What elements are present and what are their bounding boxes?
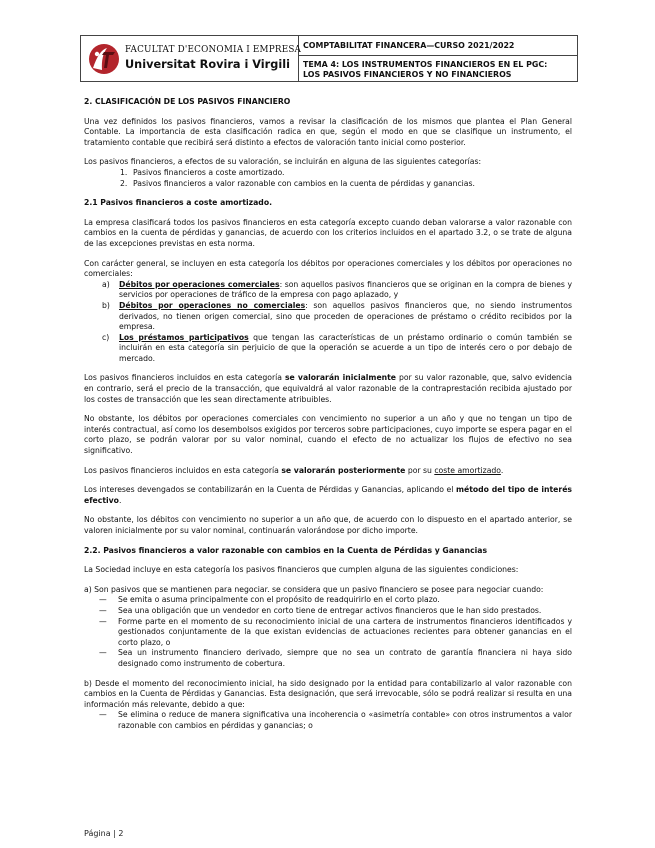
urv-logo-icon bbox=[87, 42, 121, 76]
term: Los préstamos participativos bbox=[119, 332, 249, 342]
debits-list bbox=[84, 280, 572, 365]
designation-reasons-list bbox=[84, 710, 572, 731]
section-2-1-p7: No obstante, los débitos con vencimiento no superior a un año que, de acuerdo con lo dispuesto en el apartado anterior, se valoren inicialmente por su valor nominal, continuarán valorándose por dicho importe. bbox=[84, 515, 572, 535]
section-2-2-b-intro: b) Desde el momento del reconocimiento inicial, ha sido designado por la entidad para contabilizarlo al valor razonable con cambios en la Cuenta de Pérdidas y Ganancias. Esta designación, que será irrevocable, sólo se podrá realizar si resulta en una información más relevante, debido a que: bbox=[84, 678, 572, 709]
term: Débitos por operaciones comerciales bbox=[119, 279, 280, 289]
page-number: Página | 2 bbox=[84, 829, 124, 838]
document-body bbox=[84, 97, 572, 732]
categories-intro: Los pasivos financieros, a efectos de su valoración, se incluirán en alguna de las siguientes categorías: bbox=[84, 157, 482, 167]
section-2-2-a-intro: a) Son pasivos que se mantienen para negociar. se considera que un pasivo financiero se posee para negociar cuando: bbox=[84, 584, 544, 594]
course-title: COMPTABILITAT FINANCERA—CURSO 2021/2022 bbox=[299, 36, 577, 56]
list-item: c) Los préstamos participativos que tengan las características de un préstamo ordinario o común también se incluirán en esta categoría sin perjuicio de que la operación se acuerde a un tipo de interés cero o por debajo de mercado. bbox=[102, 332, 572, 363]
list-item: — Se elimina o reduce de manera significativa una incoherencia o «asimetría contable» con otros instrumentos a valor razonable con cambios en pérdidas y ganancias; o bbox=[99, 710, 572, 730]
section-2-heading: 2. CLASIFICACIÓN DE LOS PASIVOS FINANCIERO bbox=[84, 97, 291, 106]
topic-line-2: LOS PASIVOS FINANCIEROS Y NO FINANCIEROS bbox=[303, 70, 512, 79]
list-item: a) Débitos por operaciones comerciales: son aquellos pasivos financieros que se originan en la compra de bienes y servicios por operaciones de tráfico de la empresa con pago aplazado, y bbox=[102, 279, 572, 300]
page-header bbox=[80, 35, 578, 82]
section-2-1-p6: Los intereses devengados se contabilizarán en la Cuenta de Pérdidas y Ganancias, aplicando el método del tipo de interés efectivo. bbox=[84, 485, 572, 505]
list-item: 1. Pasivos financieros a coste amortizado. bbox=[120, 167, 285, 177]
section-2-2-p1: La Sociedad incluye en esta categoría los pasivos financieros que cumplen alguna de las siguientes condiciones: bbox=[84, 565, 519, 575]
list-item: — Sea un instrumento financiero derivado, siempre que no sea un contrato de garantía financiera ni haya sido designado como instrumento de cobertura. bbox=[99, 648, 572, 668]
university-name: Universitat Rovira i Virgili bbox=[125, 58, 290, 72]
section-2-1-p4: No obstante, los débitos por operaciones comerciales con vencimiento no superior a un año y que no tengan un tipo de interés contractual, así como los desembolsos exigidos por terceros sobre participaciones, cuyo importe se espera pagar en el corto plazo, se podrán valorar por su valor nominal, cuando el efecto de no actualizar los flujos de efectivo no sea significativo. bbox=[84, 414, 572, 456]
faculty-name: FACULTAT D'ECONOMIA I EMPRESA bbox=[125, 45, 302, 56]
trading-conditions-list bbox=[84, 595, 572, 669]
list-item: b) Débitos por operaciones no comerciales: son aquellos pasivos financieros que, no siendo instrumentos derivados, no tienen origen comercial, sino que proceden de operaciones de préstamo o crédito recibidos por la empresa. bbox=[102, 300, 573, 332]
section-2-2-heading: 2.2. Pasivos financieros a valor razonable con cambios en la Cuenta de Pérdidas y Ganancias bbox=[84, 545, 488, 555]
section-2-intro: Una vez definidos los pasivos financieros, vamos a revisar la clasificación de los mismos que plantea el Plan General Contable. La importancia de esta clasificación radica en que, según el modo en que se clasifique un instrumento, el tratamiento contable que recibirá será distinto a efectos de valoración tanto inicial como posterior. bbox=[84, 116, 572, 147]
term: Débitos por operaciones no comerciales bbox=[119, 300, 306, 310]
topic-line-1: TEMA 4: LOS INSTRUMENTOS FINANCIEROS EN EL PGC: bbox=[303, 60, 548, 69]
section-2-1-p3: Los pasivos financieros incluidos en esta categoría se valorarán inicialmente por su valor razonable, que, salvo evidencia en contrario, será el precio de la transacción, que equivaldrá al valor razonable de la contraprestación recibida ajustado por los costes de transacción que les sean directamente atribuibles. bbox=[84, 373, 572, 404]
list-item: — Forme parte en el momento de su reconocimiento inicial de una cartera de instrumentos financieros identificados y gestionados conjuntamente de la que existan evidencias de actuaciones recientes para obtener ganancias en el corto plazo, o bbox=[99, 616, 572, 647]
section-2-1-p1: La empresa clasificará todos los pasivos financieros en esta categoría excepto cuando deban valorarse a valor razonable con cambios en la cuenta de pérdidas y ganancias, de acuerdo con los criterios incluidos en el apartado 3.2, o se trate de alguna de las excepciones previstas en esta norma. bbox=[84, 217, 572, 248]
list-item: — Sea una obligación que un vendedor en corto tiene de entregar activos financieros que le han sido prestados. bbox=[99, 605, 542, 615]
section-2-1-p2: Con carácter general, se incluyen en esta categoría los débitos por operaciones comerciales y los débitos por operaciones no comerciales: bbox=[84, 258, 572, 279]
list-item: — Se emita o asuma principalmente con el propósito de readquirirlo en el corto plazo. bbox=[99, 595, 440, 605]
list-item: 2. Pasivos financieros a valor razonable con cambios en la cuenta de pérdidas y ganancias. bbox=[120, 178, 475, 188]
faculty-logo bbox=[81, 36, 302, 81]
section-2-1-p5: Los pasivos financieros incluidos en esta categoría se valorarán posteriormente por su coste amortizado. bbox=[84, 465, 504, 475]
section-2-1-heading: 2.1 Pasivos financieros a coste amortizado. bbox=[84, 198, 273, 208]
categories-list bbox=[84, 168, 572, 189]
topic-title bbox=[299, 56, 577, 81]
